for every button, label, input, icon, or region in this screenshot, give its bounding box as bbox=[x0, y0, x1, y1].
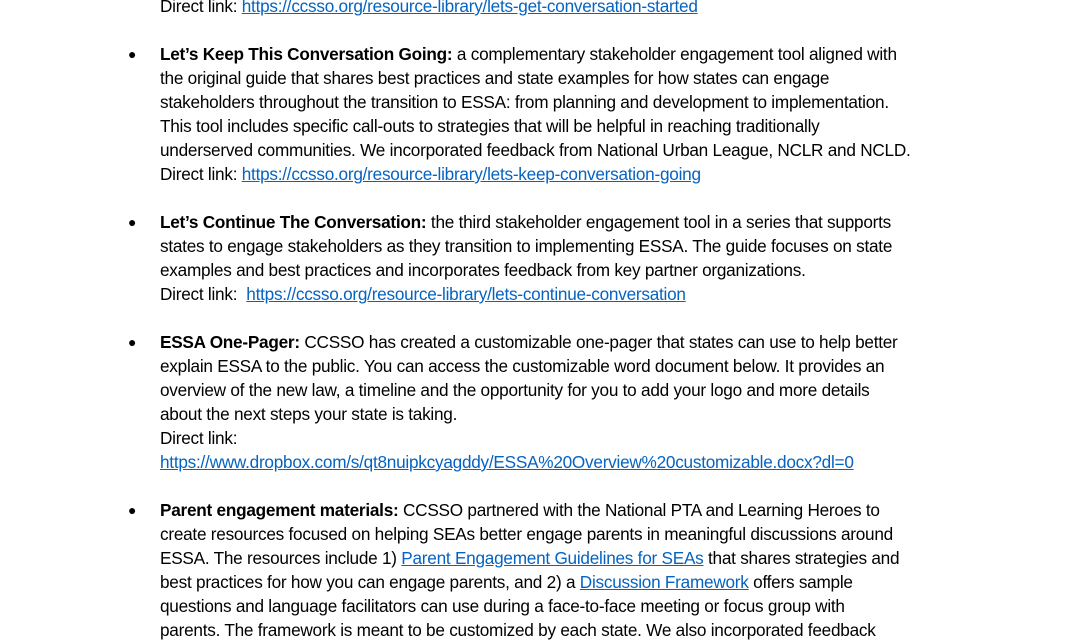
direct-link-label: Direct link: bbox=[160, 284, 247, 304]
item-title: ESSA One-Pager: bbox=[160, 332, 300, 352]
item-text-line: underserved communities. We incorporated feedback from National Urban League, NCLR and NCLD. bbox=[160, 140, 911, 160]
direct-link-get-conversation-started[interactable]: https://ccsso.org/resource-library/lets-get-conversation-started bbox=[241, 0, 698, 16]
item-title: Let’s Keep This Conversation Going: bbox=[160, 44, 453, 64]
discussion-framework-link[interactable]: Discussion Framework bbox=[579, 572, 749, 592]
item-text: CCSSO partnered with the National PTA and Learning Heroes to bbox=[398, 500, 880, 520]
list-item-title-line bbox=[160, 210, 891, 234]
direct-link-keep-conversation-going[interactable]: https://ccsso.org/resource-library/lets-keep-conversation-going bbox=[241, 164, 701, 184]
item-title: Let’s Continue The Conversation: bbox=[160, 212, 427, 232]
item-text: that shares strategies and bbox=[703, 548, 900, 568]
list-item-title-line bbox=[160, 330, 898, 354]
direct-link-label: Direct link: bbox=[160, 0, 242, 16]
direct-link-line bbox=[160, 450, 854, 474]
list-item-title-line bbox=[160, 498, 880, 522]
parent-engagement-guidelines-link[interactable]: Parent Engagement Guidelines for SEAs bbox=[401, 548, 704, 568]
item-text-line: This tool includes specific call-outs to strategies that will be helpful in reaching traditionally bbox=[160, 116, 820, 136]
item-text: a complementary stakeholder engagement tool aligned with bbox=[452, 44, 897, 64]
direct-link-continue-conversation[interactable]: https://ccsso.org/resource-library/lets-continue-conversation bbox=[246, 284, 686, 304]
item-text: the third stakeholder engagement tool in a series that supports bbox=[426, 212, 891, 232]
direct-link-line bbox=[160, 282, 686, 306]
item-text-line: states to engage stakeholders as they transition to implementing ESSA. The guide focuses on state bbox=[160, 236, 893, 256]
item-text-line bbox=[160, 570, 853, 594]
direct-link-essa-one-pager[interactable]: https://www.dropbox.com/s/qt8nuipkcyagddy/ESSA%20Overview%20customizable.docx?dl=0 bbox=[160, 452, 854, 472]
bullet-icon: ● bbox=[128, 334, 137, 350]
item-text-line: the original guide that shares best practices and state examples for how states can engage bbox=[160, 68, 830, 88]
item-text-line: parents. The framework is meant to be customized by each state. We also incorporated feedback bbox=[160, 620, 876, 640]
direct-link-label: Direct link: bbox=[160, 164, 242, 184]
item-text-line: about the next steps your state is taking. bbox=[160, 404, 458, 424]
bullet-icon: ● bbox=[128, 214, 137, 230]
item-title: Parent engagement materials: bbox=[160, 500, 399, 520]
item-text-line: create resources focused on helping SEAs better engage parents in meaningful discussions around bbox=[160, 524, 893, 544]
direct-link-line bbox=[160, 0, 698, 18]
item-text-line: stakeholders throughout the transition to ESSA: from planning and development to implementation. bbox=[160, 92, 889, 112]
direct-link-label: Direct link: bbox=[160, 428, 238, 448]
item-text-line: questions and language facilitators can use during a face-to-face meeting or focus group with bbox=[160, 596, 845, 616]
direct-link-line bbox=[160, 162, 701, 186]
item-text: CCSSO has created a customizable one-pager that states can use to help better bbox=[299, 332, 898, 352]
bullet-icon: ● bbox=[128, 502, 137, 518]
item-text: ESSA. The resources include 1) bbox=[160, 548, 402, 568]
item-text-line: overview of the new law, a timeline and the opportunity for you to add your logo and more details bbox=[160, 380, 870, 400]
item-text: offers sample bbox=[748, 572, 853, 592]
item-text-line bbox=[160, 546, 899, 570]
list-item-title-line bbox=[160, 42, 897, 66]
item-text-line: explain ESSA to the public. You can access the customizable word document below. It provides an bbox=[160, 356, 885, 376]
item-text-line: examples and best practices and incorporates feedback from key partner organizations. bbox=[160, 260, 806, 280]
item-text: best practices for how you can engage parents, and 2) a bbox=[160, 572, 580, 592]
bullet-icon: ● bbox=[128, 46, 137, 62]
